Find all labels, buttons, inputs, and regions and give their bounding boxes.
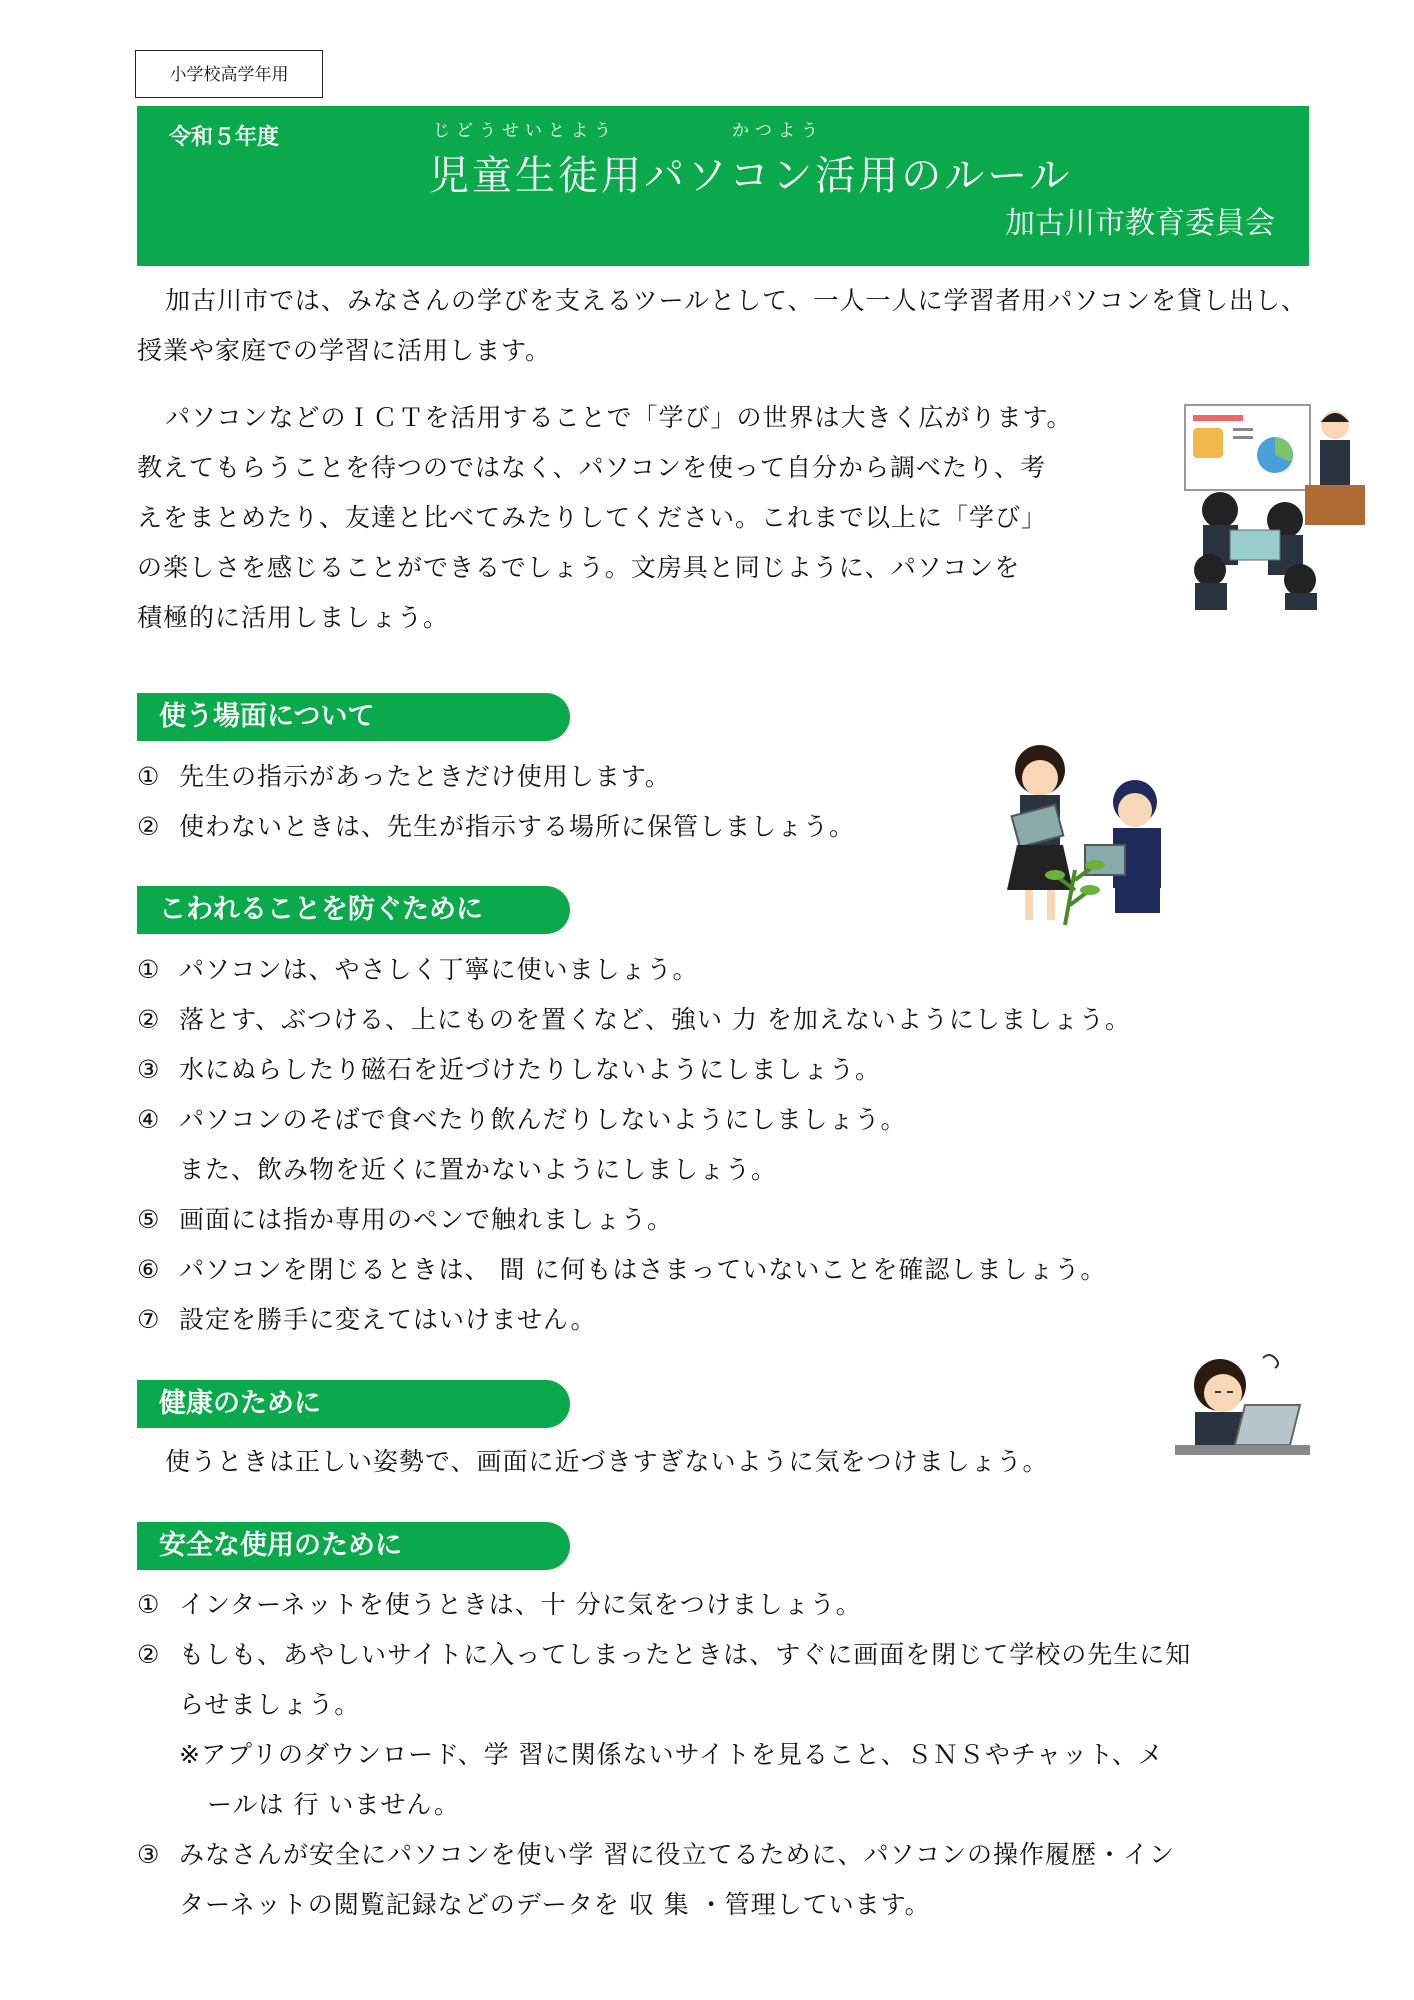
classroom-illustration xyxy=(1175,400,1365,610)
list-item: ④ パソコンのそばで食べたり飲んだりしないようにしましょう。 xyxy=(137,1105,907,1134)
intro-p2-line-2: 教えてもらうことを待つのではなく、パソコンを使って自分から調べたり、考 xyxy=(137,453,1047,482)
list-item: ② 使わないときは、先生が指示する場所に保管しましょう。 xyxy=(137,812,856,841)
list-item: ② 落とす、ぶつける、上にものを置くなど、強い 力 を加えないようにしましょう。 xyxy=(137,1005,1131,1034)
title-banner xyxy=(137,106,1309,266)
title-ruby: じどうせいとよう かつよう xyxy=(433,121,824,141)
list-item: ⑥ パソコンを閉じるときは、 間 に何もはさまっていないことを確認しましょう。 xyxy=(137,1255,1107,1284)
note-line: ールは 行 いません。 xyxy=(207,1790,460,1819)
page-title: 児童生徒用パソコン活用のルール xyxy=(429,153,1073,199)
grade-label: 小学校高学年用 xyxy=(135,50,323,98)
list-item-continuation: ターネットの閲覧記録などのデータを 収 集 ・管理しています。 xyxy=(179,1890,931,1919)
section-header-usage: 使う場面について xyxy=(137,693,570,741)
intro-p1-line-1: 加古川市では、みなさんの学びを支えるツールとして、一人一人に学習者用パソコンを貸し出し、 xyxy=(165,286,1308,315)
list-item: ② もしも、あやしいサイトに入ってしまったときは、すぐに画面を閉じて学校の先生に知 xyxy=(137,1640,1192,1669)
intro-p2-line-4: の楽しさを感じることができるでしょう。文房具と同じように、パソコンを xyxy=(137,553,1021,582)
list-item: ① インターネットを使うときは、十 分に気をつけましょう。 xyxy=(137,1590,862,1619)
list-item: ① 先生の指示があったときだけ使用します。 xyxy=(137,762,671,791)
section-header-safety: 安全な使用のために xyxy=(137,1522,570,1570)
section-header-health: 健康のために xyxy=(137,1380,570,1428)
list-item: ① パソコンは、やさしく丁寧に使いましょう。 xyxy=(137,955,699,984)
intro-p2-line-1: パソコンなどのＩＣＴを活用することで「学び」の世界は大きく広がります。 xyxy=(165,403,1073,432)
list-item: ③ 水にぬらしたり磁石を近づけたりしないようにしましょう。 xyxy=(137,1055,882,1084)
safety-list xyxy=(137,1580,1337,1930)
list-item: ⑦ 設定を勝手に変えてはいけません。 xyxy=(137,1305,597,1334)
health-text xyxy=(137,1437,1215,1487)
list-item-continuation: らせましょう。 xyxy=(179,1690,361,1719)
intro-paragraph-2 xyxy=(137,393,1137,643)
list-item: また、飲み物を近くに置かないようにしましょう。 xyxy=(179,1155,778,1184)
intro-p1-line-2: 授業や家庭での学習に活用します。 xyxy=(137,336,552,365)
students-tablet-illustration xyxy=(985,740,1210,930)
list-item: ⑤ 画面には指か専用のペンで触れましょう。 xyxy=(137,1205,674,1234)
prevent-list xyxy=(137,945,1287,1345)
intro-p2-line-3: えをまとめたり、友達と比べてみたりしてください。これまで以上に「学び」 xyxy=(137,503,1048,532)
intro-p2-line-5: 積極的に活用しましょう。 xyxy=(137,603,450,632)
list-item: ③ みなさんが安全にパソコンを使い学 習に役立てるために、パソコンの操作履歴・イン xyxy=(137,1840,1175,1869)
health-line: 使うときは正しい姿勢で、画面に近づきすぎないように気をつけましょう。 xyxy=(165,1447,1049,1476)
intro-paragraph-1 xyxy=(137,276,1307,376)
note-line: ※アプリのダウンロード、学 習に関係ないサイトを見ること、ＳＮＳやチャット、メ xyxy=(179,1740,1164,1769)
usage-list xyxy=(137,752,957,852)
section-header-prevent: こわれることを防ぐために xyxy=(137,886,570,934)
organization-name: 加古川市教育委員会 xyxy=(1005,206,1275,241)
fiscal-year: 令和５年度 xyxy=(169,125,280,150)
